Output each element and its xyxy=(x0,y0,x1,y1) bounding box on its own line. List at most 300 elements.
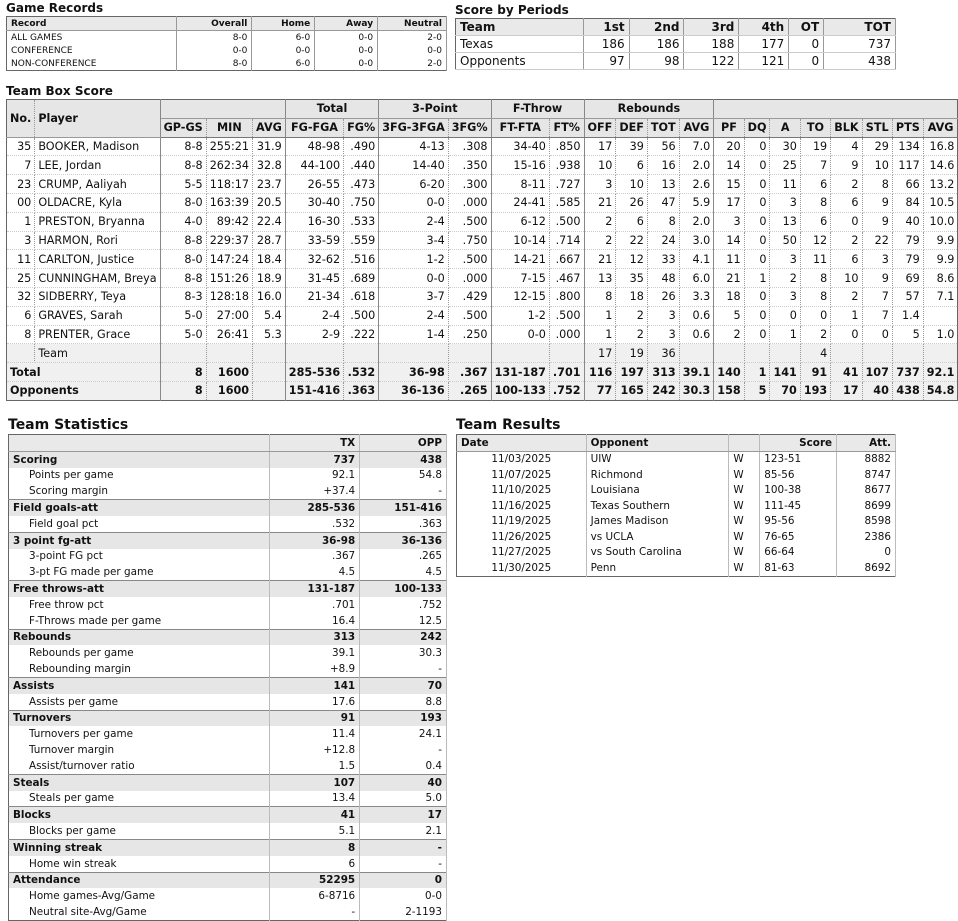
box-score-cell: 31-45 xyxy=(285,269,343,288)
box-score-subheader-cell: DEF xyxy=(616,118,648,137)
stat-row xyxy=(9,823,447,839)
box-score-cell: 6 xyxy=(616,156,648,175)
box-score-cell: .752 xyxy=(549,381,584,400)
box-score-cell: 9.9 xyxy=(923,250,958,269)
box-score-cell: 134 xyxy=(892,137,923,156)
box-score-cell: 26-55 xyxy=(285,175,343,194)
team-statistics-table xyxy=(8,434,447,921)
box-score-cell: 2-4 xyxy=(285,306,343,325)
box-score-cell: 91 xyxy=(800,363,830,382)
stat-tx-value: 6-8716 xyxy=(270,888,360,904)
stat-tx-value: 8 xyxy=(270,839,360,855)
box-score-cell: 2 xyxy=(584,231,616,250)
box-score-cell: 0 xyxy=(800,306,830,325)
box-score-subheader-cell: FT% xyxy=(549,118,584,137)
box-score-cell: 151-416 xyxy=(285,381,343,400)
box-score-subheader-cell: 3FG-3FGA xyxy=(379,118,449,137)
player-name: SIDBERRY, Teya xyxy=(35,287,160,306)
game-records-cell: 6-0 xyxy=(252,31,315,45)
box-score-group-header: Total xyxy=(285,100,378,119)
box-score-subheader-cell: BLK xyxy=(831,118,862,137)
player-name: CUNNINGHAM, Breya xyxy=(35,269,160,288)
box-score-group-header: Rebounds xyxy=(584,100,714,119)
stat-tx-value: +12.8 xyxy=(270,742,360,758)
box-score-cell: 39 xyxy=(616,137,648,156)
stat-label: Home games-Avg/Game xyxy=(9,888,270,904)
team-results-cell: 100-38 xyxy=(760,483,837,499)
box-score-cell: 3 xyxy=(647,306,679,325)
box-score-total-row xyxy=(7,363,958,382)
box-score-cell: 151:26 xyxy=(206,269,252,288)
box-score-cell: 29 xyxy=(862,137,892,156)
box-score-cell: 11 xyxy=(770,175,800,194)
box-score-cell: 7.0 xyxy=(679,137,714,156)
box-score-cell: 2 xyxy=(714,325,744,344)
team-results-cell: 8699 xyxy=(837,498,896,514)
box-score-cell: 8 xyxy=(800,269,830,288)
box-score-cell: 5 xyxy=(744,381,770,400)
box-score-cell: 00 xyxy=(7,193,35,212)
box-score-cell: 3 xyxy=(770,250,800,269)
score-by-periods-header-cell: 4th xyxy=(739,19,789,36)
box-score-header-player: Player xyxy=(35,100,160,138)
box-score-cell: 3.3 xyxy=(679,287,714,306)
box-score-group-row xyxy=(7,100,958,119)
stat-tx-value: 91 xyxy=(270,710,360,726)
stat-tx-value: 52295 xyxy=(270,872,360,888)
stat-tx-value: 92.1 xyxy=(270,468,360,484)
player-name: CRUMP, Aaliyah xyxy=(35,175,160,194)
box-score-cell: 147:24 xyxy=(206,250,252,269)
box-score-cell: 32-62 xyxy=(285,250,343,269)
box-score-player-row xyxy=(7,231,958,250)
box-score-cell: 2-9 xyxy=(285,325,343,344)
box-score-cell: 1 xyxy=(831,306,862,325)
team-statistics-title: Team Statistics xyxy=(8,417,129,433)
box-score-cell: 4-0 xyxy=(160,212,206,231)
score-by-periods-header-cell: 1st xyxy=(583,19,629,36)
player-name: LEE, Jordan xyxy=(35,156,160,175)
stat-label: Assists per game xyxy=(9,694,270,710)
box-score-cell: 2.0 xyxy=(679,212,714,231)
stat-label: F-Throws made per game xyxy=(9,613,270,629)
team-results-header-cell: Att. xyxy=(837,435,896,452)
box-score-cell: 9 xyxy=(862,269,892,288)
box-score-cell: .367 xyxy=(448,363,491,382)
stat-label: Scoring margin xyxy=(9,483,270,499)
team-results-cell: 123-51 xyxy=(760,451,837,467)
box-score-cell: 8 xyxy=(160,381,206,400)
box-score-cell: 1600 xyxy=(206,363,252,382)
team-results-cell: 11/27/2025 xyxy=(457,545,587,561)
box-score-opponents-row xyxy=(7,381,958,400)
box-score-cell: 6-20 xyxy=(379,175,449,194)
stat-opp-value: - xyxy=(360,661,447,677)
box-score-cell: 737 xyxy=(892,363,923,382)
box-score-header-no: No. xyxy=(7,100,35,138)
team-results-cell: W xyxy=(729,529,760,545)
box-score-cell: 6 xyxy=(800,212,830,231)
box-score-cell: 229:37 xyxy=(206,231,252,250)
team-results-cell: 8882 xyxy=(837,451,896,467)
box-score-cell: 3 xyxy=(7,231,35,250)
stat-category-row xyxy=(9,807,447,823)
box-score-cell: 11 xyxy=(7,250,35,269)
box-score-cell: 197 xyxy=(616,363,648,382)
box-score-cell: 14 xyxy=(714,156,744,175)
box-score-cell: 10.5 xyxy=(923,193,958,212)
box-score-cell: .500 xyxy=(549,212,584,231)
stat-row xyxy=(9,483,447,499)
box-score-cell: 5-5 xyxy=(160,175,206,194)
team-results-title: Team Results xyxy=(456,417,561,433)
stat-opp-value: .265 xyxy=(360,549,447,565)
team-results-cell: W xyxy=(729,467,760,483)
box-score-cell: 9 xyxy=(831,156,862,175)
score-by-periods-title: Score by Periods xyxy=(455,3,569,17)
box-score-player-row xyxy=(7,212,958,231)
box-score-subheader-cell: AVG xyxy=(923,118,958,137)
box-score-cell: 8 xyxy=(800,193,830,212)
stat-tx-value: 1.5 xyxy=(270,758,360,774)
box-score-cell: .222 xyxy=(344,325,379,344)
team-results-cell: 8692 xyxy=(837,560,896,576)
box-score-cell: 8 xyxy=(647,212,679,231)
score-by-periods-cell: 177 xyxy=(739,36,789,53)
box-score-cell: 13 xyxy=(584,269,616,288)
stat-label: Field goal pct xyxy=(9,516,270,532)
box-score-cell: 0 xyxy=(744,287,770,306)
stat-category-row xyxy=(9,677,447,693)
box-score-cell: 5-0 xyxy=(160,306,206,325)
box-score-cell: 26 xyxy=(616,193,648,212)
box-score-cell: 12 xyxy=(616,250,648,269)
team-statistics-header-cell: OPP xyxy=(360,435,447,452)
box-score-cell: 84 xyxy=(892,193,923,212)
team-results-header-row xyxy=(457,435,896,452)
box-score-cell: 16.0 xyxy=(253,287,286,306)
box-score-player-row xyxy=(7,306,958,325)
box-score-cell: 193 xyxy=(800,381,830,400)
box-score-cell: 10 xyxy=(862,156,892,175)
box-score-cell: 16.8 xyxy=(923,137,958,156)
team-results-cell: vs UCLA xyxy=(586,529,729,545)
box-score-cell xyxy=(679,344,714,363)
box-score-cell xyxy=(344,344,379,363)
box-score-cell: .667 xyxy=(549,250,584,269)
box-score-cell: 18.4 xyxy=(253,250,286,269)
box-score-cell: 16 xyxy=(647,156,679,175)
box-score-cell: 2.6 xyxy=(679,175,714,194)
box-score-cell: 22.4 xyxy=(253,212,286,231)
stat-label: Home win streak xyxy=(9,856,270,872)
stat-row xyxy=(9,516,447,532)
box-score-cell: 5.4 xyxy=(253,306,286,325)
box-score-player-row xyxy=(7,287,958,306)
stat-tx-value: +8.9 xyxy=(270,661,360,677)
box-score-group-blank xyxy=(160,100,285,119)
stat-opp-value: 242 xyxy=(360,629,447,645)
stat-tx-value: 5.1 xyxy=(270,823,360,839)
stat-opp-value: 12.5 xyxy=(360,613,447,629)
team-results-cell: W xyxy=(729,451,760,467)
box-score-cell: 89:42 xyxy=(206,212,252,231)
box-score-subheader-cell: OFF xyxy=(584,118,616,137)
box-score-subheader-cell: MIN xyxy=(206,118,252,137)
box-score-cell: 21 xyxy=(584,193,616,212)
box-score-cell: 0 xyxy=(744,137,770,156)
box-score-cell: 0 xyxy=(744,325,770,344)
box-score-cell: 5.3 xyxy=(253,325,286,344)
score-by-periods-header-cell: 2nd xyxy=(629,19,684,36)
box-score-cell xyxy=(862,344,892,363)
score-by-periods-cell: 98 xyxy=(629,53,684,70)
box-score-cell: .800 xyxy=(549,287,584,306)
box-score-cell: 10.0 xyxy=(923,212,958,231)
team-results-cell: 2386 xyxy=(837,529,896,545)
box-score-cell xyxy=(831,344,862,363)
box-score-cell: .000 xyxy=(549,325,584,344)
box-score-cell: 9.9 xyxy=(923,231,958,250)
box-score-cell: 100-133 xyxy=(491,381,549,400)
game-records-row xyxy=(7,57,447,71)
stat-tx-value: 737 xyxy=(270,451,360,467)
box-score-cell: 92.1 xyxy=(923,363,958,382)
game-records-title: Game Records xyxy=(6,1,104,15)
box-score-cell: 18.9 xyxy=(253,269,286,288)
box-score-cell: 30-40 xyxy=(285,193,343,212)
box-score-cell xyxy=(892,344,923,363)
box-score-cell xyxy=(7,344,35,363)
box-score-cell: 11 xyxy=(800,250,830,269)
game-records-cell: 6-0 xyxy=(252,57,315,71)
stat-label: Free throws-att xyxy=(9,581,270,597)
stat-opp-value: .363 xyxy=(360,516,447,532)
box-score-cell: 2 xyxy=(831,175,862,194)
score-by-periods-cell: 737 xyxy=(824,36,896,53)
stat-category-row xyxy=(9,839,447,855)
game-records-header-row xyxy=(7,17,447,31)
box-score-cell: 18 xyxy=(714,287,744,306)
stat-category-row xyxy=(9,532,447,548)
box-score-player-row xyxy=(7,269,958,288)
box-score-cell: 7 xyxy=(862,287,892,306)
box-score-cell: 18 xyxy=(616,287,648,306)
box-score-cell: 24 xyxy=(647,231,679,250)
box-score-cell: 34-40 xyxy=(491,137,549,156)
box-score-cell: 5-0 xyxy=(160,325,206,344)
team-results-header-cell: Date xyxy=(457,435,587,452)
game-records-cell: 8-0 xyxy=(176,31,252,45)
team-results-cell: 11/30/2025 xyxy=(457,560,587,576)
box-score-cell: 15-16 xyxy=(491,156,549,175)
game-records-row xyxy=(7,31,447,45)
box-score-cell: .500 xyxy=(448,306,491,325)
stat-label: Rebounding margin xyxy=(9,661,270,677)
player-name: BOOKER, Madison xyxy=(35,137,160,156)
box-score-player-row xyxy=(7,175,958,194)
box-score-subheader-cell: DQ xyxy=(744,118,770,137)
stat-label: Steals xyxy=(9,774,270,790)
box-score-cell: 3-4 xyxy=(379,231,449,250)
stat-row xyxy=(9,856,447,872)
box-score-cell: 27:00 xyxy=(206,306,252,325)
team-results-row xyxy=(457,529,896,545)
stat-category-row xyxy=(9,581,447,597)
box-score-cell: .473 xyxy=(344,175,379,194)
box-score-cell: 2 xyxy=(584,212,616,231)
box-score-player-row xyxy=(7,137,958,156)
box-score-cell: 1-2 xyxy=(491,306,549,325)
stat-label: Neutral site-Avg/Game xyxy=(9,904,270,920)
box-score-cell: 242 xyxy=(647,381,679,400)
stat-label: Rebounds per game xyxy=(9,645,270,661)
stat-opp-value: - xyxy=(360,856,447,872)
box-score-cell: 39.1 xyxy=(679,363,714,382)
box-score-cell: 2 xyxy=(770,269,800,288)
stat-tx-value: 4.5 xyxy=(270,564,360,580)
box-score-cell: .350 xyxy=(448,156,491,175)
stat-opp-value: 438 xyxy=(360,451,447,467)
team-results-row xyxy=(457,467,896,483)
box-score-subheader-cell: AVG xyxy=(679,118,714,137)
stat-tx-value: 11.4 xyxy=(270,726,360,742)
team-results-row xyxy=(457,514,896,530)
game-records-cell: 0-0 xyxy=(378,44,447,57)
box-score-cell: 0.6 xyxy=(679,306,714,325)
box-score-cell: 36-136 xyxy=(379,381,449,400)
game-records-cell: 8-0 xyxy=(176,57,252,71)
score-by-periods-row xyxy=(456,53,896,70)
box-score-cell: .559 xyxy=(344,231,379,250)
score-by-periods-cell: 188 xyxy=(684,36,739,53)
box-score-group-header: F-Throw xyxy=(491,100,584,119)
stat-label: Free throw pct xyxy=(9,597,270,613)
box-score-cell: .250 xyxy=(448,325,491,344)
box-score-cell: .308 xyxy=(448,137,491,156)
box-score-cell: 33-59 xyxy=(285,231,343,250)
box-score-cell xyxy=(206,344,252,363)
team-results-row xyxy=(457,560,896,576)
box-score-cell: 23.7 xyxy=(253,175,286,194)
box-score-cell xyxy=(448,344,491,363)
box-score-cell: 14-21 xyxy=(491,250,549,269)
box-score-cell: 14-40 xyxy=(379,156,449,175)
box-score-cell: 5 xyxy=(714,306,744,325)
stat-opp-value: - xyxy=(360,483,447,499)
stat-opp-value: 2.1 xyxy=(360,823,447,839)
stat-label: 3-point FG pct xyxy=(9,549,270,565)
team-results-cell: 11/10/2025 xyxy=(457,483,587,499)
box-score-cell: .500 xyxy=(549,306,584,325)
box-score-cell: 17 xyxy=(584,137,616,156)
stat-label: Turnovers xyxy=(9,710,270,726)
box-score-cell: 6.0 xyxy=(679,269,714,288)
box-score-cell: 0.6 xyxy=(679,325,714,344)
box-score-cell: 0-0 xyxy=(491,325,549,344)
box-score-cell: 9 xyxy=(862,212,892,231)
stat-opp-value: - xyxy=(360,742,447,758)
box-score-cell: 8-3 xyxy=(160,287,206,306)
player-name: PRENTER, Grace xyxy=(35,325,160,344)
box-score-cell: 3 xyxy=(862,250,892,269)
team-results-cell: vs South Carolina xyxy=(586,545,729,561)
box-score-cell xyxy=(744,344,770,363)
box-score-cell: 2.0 xyxy=(679,156,714,175)
box-score-cell: .938 xyxy=(549,156,584,175)
box-score-cell: 16-30 xyxy=(285,212,343,231)
stat-opp-value: 24.1 xyxy=(360,726,447,742)
box-score-cell: 6 xyxy=(800,175,830,194)
stat-opp-value: 8.8 xyxy=(360,694,447,710)
stat-label: Rebounds xyxy=(9,629,270,645)
stat-row xyxy=(9,758,447,774)
stat-row xyxy=(9,904,447,920)
box-score-cell: 56 xyxy=(647,137,679,156)
stat-label: Blocks xyxy=(9,807,270,823)
box-score-cell: 70 xyxy=(770,381,800,400)
box-score-cell: 4 xyxy=(831,137,862,156)
box-score-cell: 117 xyxy=(892,156,923,175)
box-score-cell: 13 xyxy=(647,175,679,194)
team-results-row xyxy=(457,483,896,499)
box-score-subheader-cell: PTS xyxy=(892,118,923,137)
game-records-cell: 0-0 xyxy=(176,44,252,57)
box-score-cell: .500 xyxy=(344,306,379,325)
box-score-cell xyxy=(379,344,449,363)
box-score-cell: 0-0 xyxy=(379,193,449,212)
box-score-cell: 19 xyxy=(800,137,830,156)
stat-category-row xyxy=(9,451,447,467)
box-score-cell: .000 xyxy=(448,193,491,212)
box-score-cell: 26:41 xyxy=(206,325,252,344)
stat-tx-value: 13.4 xyxy=(270,791,360,807)
box-score-cell: 3 xyxy=(770,193,800,212)
box-score-cell: 2-4 xyxy=(379,306,449,325)
game-records-table xyxy=(6,16,447,71)
score-by-periods-table xyxy=(455,18,896,70)
box-score-cell: .689 xyxy=(344,269,379,288)
stat-opp-value: 151-416 xyxy=(360,500,447,516)
stat-opp-value: 0 xyxy=(360,872,447,888)
score-by-periods-cell: 0 xyxy=(789,53,824,70)
stat-tx-value: .367 xyxy=(270,549,360,565)
box-score-cell: 69 xyxy=(892,269,923,288)
box-score-cell: 23 xyxy=(7,175,35,194)
score-by-periods-cell: Texas xyxy=(456,36,584,53)
box-score-cell: 36-98 xyxy=(379,363,449,382)
player-name: HARMON, Rori xyxy=(35,231,160,250)
score-by-periods-cell: 122 xyxy=(684,53,739,70)
stat-tx-value: 17.6 xyxy=(270,694,360,710)
stat-tx-value: .532 xyxy=(270,516,360,532)
box-score-cell: 12 xyxy=(800,231,830,250)
box-score-cell: 163:39 xyxy=(206,193,252,212)
stat-row xyxy=(9,661,447,677)
box-score-cell: 12-15 xyxy=(491,287,549,306)
box-score-cell: 0 xyxy=(744,193,770,212)
box-score-cell: .500 xyxy=(448,212,491,231)
stat-row xyxy=(9,468,447,484)
box-score-cell xyxy=(549,344,584,363)
stat-opp-value: - xyxy=(360,839,447,855)
box-score-cell: .727 xyxy=(549,175,584,194)
team-results-cell: 81-63 xyxy=(760,560,837,576)
box-score-cell: 24-41 xyxy=(491,193,549,212)
box-score-cell: 2 xyxy=(616,325,648,344)
box-score-cell: 36 xyxy=(647,344,679,363)
box-score-cell: 8-0 xyxy=(160,250,206,269)
